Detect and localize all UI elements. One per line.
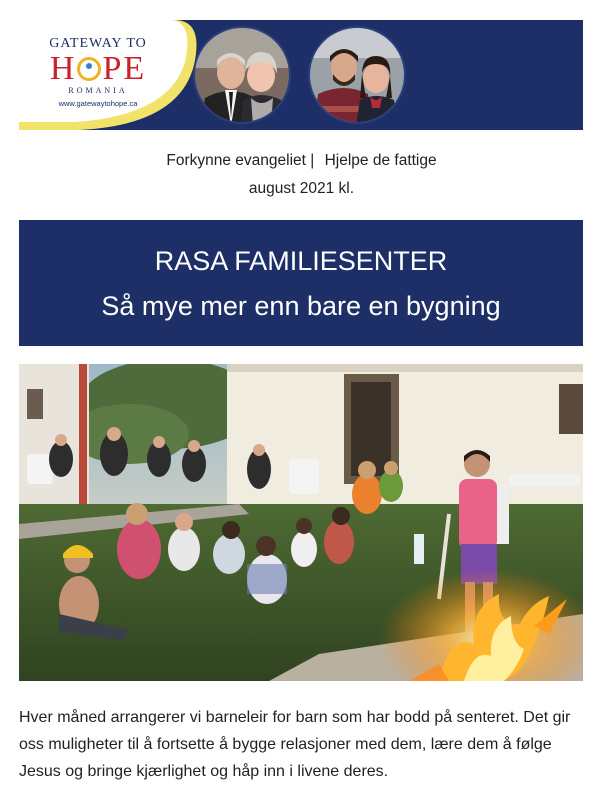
category-help-poor[interactable]: Hjelpe de fattige	[324, 152, 437, 169]
title-box	[19, 220, 583, 346]
page-title: RASA FAMILIESENTER	[154, 246, 448, 276]
header-banner	[19, 20, 583, 130]
logo-line3: ROMANIA	[68, 86, 128, 95]
body-paragraph: Hver måned arrangerer vi barneleir for barn som har bodd på senteret. Det gir oss muligheter til å fortsette å bygge relasjoner med dem, lære dem å følge Jesus og bringe kjærlighet og håp inn i livene deres.	[19, 709, 571, 780]
logo-text	[19, 36, 177, 110]
logo-o-icon	[77, 57, 101, 81]
category-line	[0, 151, 603, 171]
logo-line1: GATEWAY TO	[49, 36, 147, 51]
logo[interactable]	[19, 20, 219, 130]
issue-date: august 2021 kl.	[248, 180, 355, 197]
campfire-photo	[19, 364, 583, 681]
logo-line2: H PE	[49, 50, 147, 87]
portrait-couple-older	[193, 26, 291, 124]
logo-url: www.gatewaytohope.ca	[58, 99, 138, 108]
campfire-illustration	[19, 364, 583, 681]
category-evangelism[interactable]: Forkynne evangeliet |	[166, 152, 315, 169]
portrait-couple-younger	[308, 26, 406, 124]
page-subtitle: Så mye mer enn bare en bygning	[101, 291, 501, 321]
